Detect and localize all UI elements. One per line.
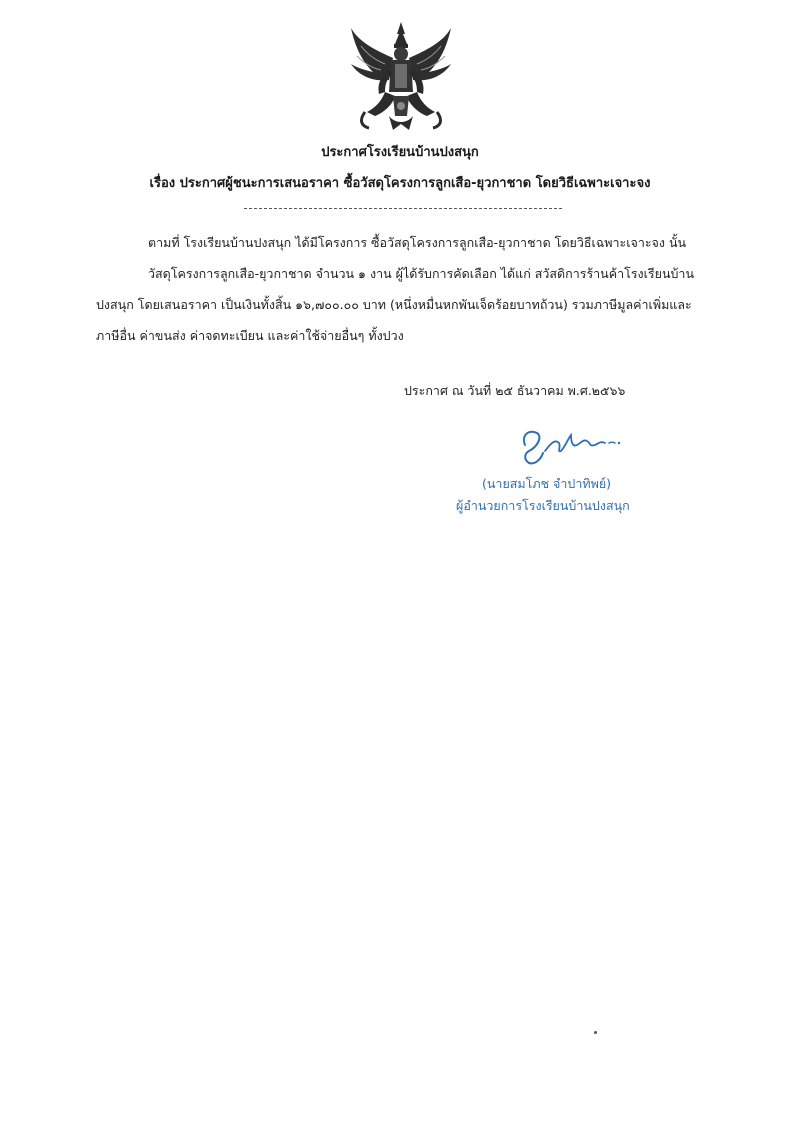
body-line: ภาษีอื่น ค่าขนส่ง ค่าจดทะเบียน และค่าใช้จ่ายอื่นๆ ทั้งปวง [96,328,404,343]
announcement-subject: เรื่อง ประกาศผู้ชนะการเสนอราคา ซื้อวัสดุโครงการลูกเสือ-ยุวกาชาด โดยวิธีเฉพาะเจาะจง [149,176,651,191]
dashed-divider [244,208,562,209]
signer-name: (นายสมโภช จำปาทิพย์) [482,476,612,491]
announcement-date: ประกาศ ณ วันที่ ๒๕ ธันวาคม พ.ศ.๒๕๖๖ [404,383,626,398]
garuda-emblem-icon [345,20,457,135]
handwritten-signature-icon [515,425,625,470]
announcement-title: ประกาศโรงเรียนบ้านปงสนุก [321,145,479,160]
body-line: วัสดุโครงการลูกเสือ-ยุวกาชาด จำนวน ๑ งาน ผู้ได้รับการคัดเลือก ได้แก่ สวัสดิการร้านค้าโรงเรียนบ้าน [148,266,694,281]
body-line: ตามที่ โรงเรียนบ้านปงสนุก ได้มีโครงการ ซื้อวัสดุโครงการลูกเสือ-ยุวกาชาด โดยวิธีเฉพาะเจาะจง นั้น [148,235,687,250]
scan-speck [594,1031,597,1034]
body-line: ปงสนุก โดยเสนอราคา เป็นเงินทั้งสิ้น ๑๖,๗๐๐.๐๐ บาท (หนึ่งหมื่นหกพันเจ็ดร้อยบาทถ้วน) รวมภาษีมูลค่าเพิ่มและ [96,297,692,312]
signer-position: ผู้อำนวยการโรงเรียนบ้านปงสนุก [456,498,630,513]
